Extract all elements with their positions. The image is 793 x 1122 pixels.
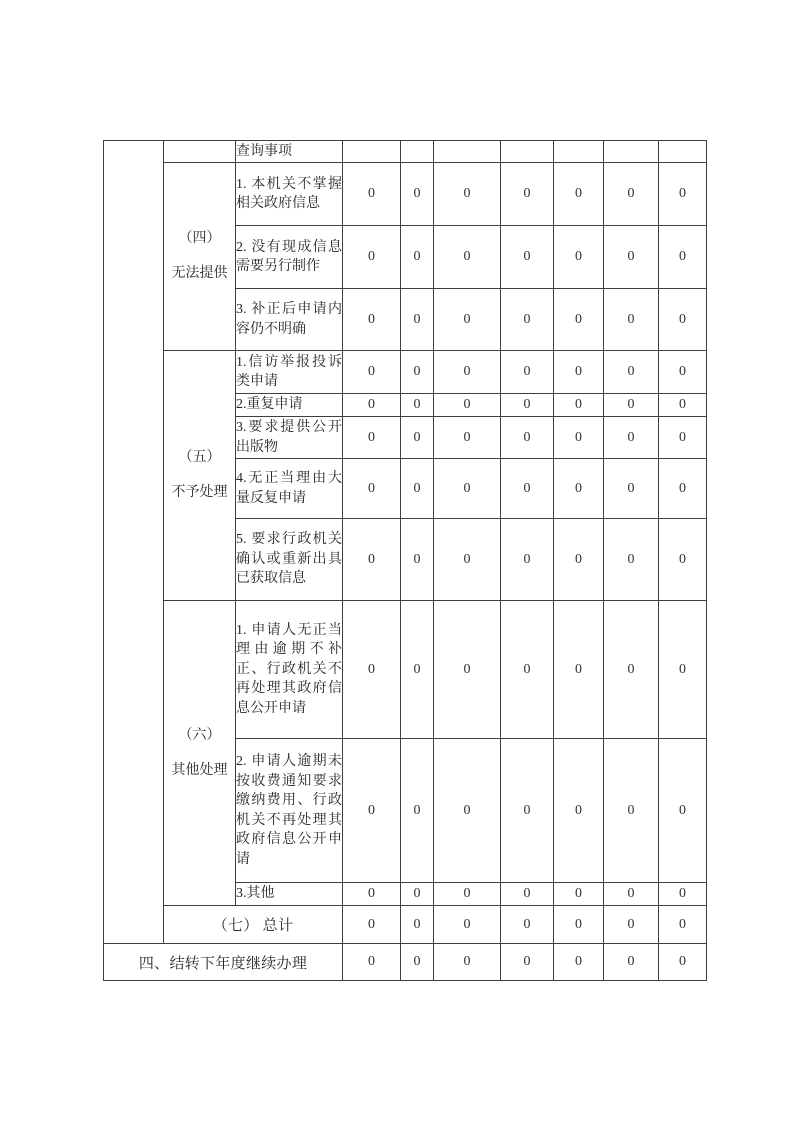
value-cell: 0 [343, 417, 401, 459]
value-cell: 0 [554, 906, 604, 944]
value-cell: 0 [554, 519, 604, 601]
value-cell: 0 [604, 519, 659, 601]
subitem-cell: 5. 要求行政机关确认或重新出具已获取信息 [236, 519, 343, 601]
value-cell: 0 [501, 459, 554, 519]
value-cell: 0 [501, 289, 554, 351]
section-number: （六） [178, 727, 221, 743]
value-cell: 0 [343, 519, 401, 601]
value-cell: 0 [401, 519, 434, 601]
value-cell: 0 [554, 351, 604, 394]
value-cell: 0 [659, 351, 707, 394]
value-cell: 0 [343, 739, 401, 883]
section-number: （五） [178, 450, 221, 465]
value-cell: 0 [434, 459, 501, 519]
value-cell: 0 [554, 417, 604, 459]
value-cell: 0 [501, 601, 554, 739]
category-cell-continued [164, 141, 236, 163]
value-cell: 0 [501, 739, 554, 883]
value-cell: 0 [604, 944, 659, 981]
value-cell: 0 [434, 739, 501, 883]
table-row [104, 601, 707, 739]
value-cell: 0 [604, 459, 659, 519]
value-cell: 0 [604, 601, 659, 739]
subitem-cell: 查询事项 [236, 141, 343, 163]
value-cell: 0 [401, 944, 434, 981]
value-cell: 0 [434, 601, 501, 739]
section-name: 不予处理 [171, 485, 228, 500]
value-cell: 0 [343, 226, 401, 289]
value-cell: 0 [401, 906, 434, 944]
value-cell: 0 [501, 226, 554, 289]
value-cell: 0 [659, 417, 707, 459]
subitem-cell: 1. 申请人无正当理由逾期不补正、行政机关不再处理其政府信息公开申请 [236, 601, 343, 739]
value-cell: 0 [401, 226, 434, 289]
table-row [104, 163, 707, 226]
value-cell: 0 [659, 226, 707, 289]
subitem-cell: 1.信访举报投诉类申请 [236, 351, 343, 394]
value-cell: 0 [401, 417, 434, 459]
value-cell: 0 [401, 163, 434, 226]
value-cell: 0 [659, 739, 707, 883]
value-cell [554, 141, 604, 163]
value-cell: 0 [434, 163, 501, 226]
value-cell: 0 [659, 289, 707, 351]
section-name: 其他处理 [171, 762, 228, 778]
value-cell: 0 [604, 163, 659, 226]
value-cell: 0 [604, 351, 659, 394]
value-cell: 0 [434, 944, 501, 981]
value-cell: 0 [554, 394, 604, 417]
value-cell: 0 [434, 519, 501, 601]
subitem-cell: 2. 申请人逾期未按收费通知要求缴纳费用、行政机关不再处理其政府信息公开申请 [236, 739, 343, 883]
value-cell: 0 [604, 394, 659, 417]
value-cell: 0 [343, 163, 401, 226]
value-cell: 0 [659, 519, 707, 601]
value-cell: 0 [554, 739, 604, 883]
section-label-4 [164, 163, 236, 351]
section-label-6 [164, 601, 236, 906]
value-cell: 0 [401, 601, 434, 739]
subitem-cell: 4.无正当理由大量反复申请 [236, 459, 343, 519]
value-cell: 0 [434, 394, 501, 417]
value-cell: 0 [434, 351, 501, 394]
value-cell [434, 141, 501, 163]
value-cell: 0 [604, 289, 659, 351]
value-cell: 0 [343, 394, 401, 417]
subitem-cell: 1. 本机关不掌握相关政府信息 [236, 163, 343, 226]
total-label-cell: （七） 总计 [164, 906, 343, 944]
value-cell: 0 [604, 906, 659, 944]
value-cell: 0 [401, 739, 434, 883]
value-cell: 0 [343, 351, 401, 394]
outer-spanning-cell [104, 141, 164, 944]
value-cell: 0 [434, 226, 501, 289]
value-cell: 0 [659, 944, 707, 981]
value-cell: 0 [604, 226, 659, 289]
subitem-cell: 2. 没有现成信息需要另行制作 [236, 226, 343, 289]
value-cell: 0 [401, 289, 434, 351]
value-cell: 0 [554, 289, 604, 351]
value-cell: 0 [434, 289, 501, 351]
value-cell: 0 [501, 944, 554, 981]
value-cell: 0 [343, 883, 401, 906]
value-cell: 0 [554, 459, 604, 519]
value-cell: 0 [343, 289, 401, 351]
value-cell [501, 141, 554, 163]
value-cell: 0 [501, 519, 554, 601]
carryover-label-cell: 四、结转下年度继续办理 [104, 944, 343, 981]
value-cell: 0 [659, 906, 707, 944]
section-number: （四） [178, 231, 221, 246]
value-cell: 0 [501, 351, 554, 394]
value-cell: 0 [554, 883, 604, 906]
value-cell [343, 141, 401, 163]
table-row [104, 351, 707, 394]
subitem-cell: 3.要求提供公开出版物 [236, 417, 343, 459]
value-cell: 0 [343, 601, 401, 739]
table-row [104, 944, 707, 981]
value-cell: 0 [554, 226, 604, 289]
value-cell: 0 [604, 417, 659, 459]
value-cell: 0 [659, 459, 707, 519]
section-label-5 [164, 351, 236, 601]
value-cell: 0 [434, 417, 501, 459]
value-cell: 0 [604, 739, 659, 883]
value-cell: 0 [401, 394, 434, 417]
report-table [103, 140, 707, 981]
value-cell: 0 [659, 883, 707, 906]
table-row [104, 906, 707, 944]
value-cell: 0 [501, 394, 554, 417]
value-cell [401, 141, 434, 163]
value-cell: 0 [554, 944, 604, 981]
subitem-cell: 3.其他 [236, 883, 343, 906]
value-cell: 0 [501, 883, 554, 906]
subitem-cell: 2.重复申请 [236, 394, 343, 417]
value-cell: 0 [554, 163, 604, 226]
value-cell: 0 [659, 394, 707, 417]
value-cell: 0 [659, 601, 707, 739]
value-cell: 0 [501, 163, 554, 226]
value-cell: 0 [434, 883, 501, 906]
value-cell: 0 [554, 601, 604, 739]
value-cell: 0 [659, 163, 707, 226]
section-name: 无法提供 [171, 266, 228, 281]
value-cell: 0 [401, 883, 434, 906]
value-cell [604, 141, 659, 163]
value-cell: 0 [343, 944, 401, 981]
value-cell: 0 [501, 906, 554, 944]
value-cell: 0 [401, 351, 434, 394]
table-row [104, 141, 707, 163]
value-cell [659, 141, 707, 163]
value-cell: 0 [434, 906, 501, 944]
value-cell: 0 [343, 459, 401, 519]
value-cell: 0 [501, 417, 554, 459]
value-cell: 0 [343, 906, 401, 944]
subitem-cell: 3. 补正后申请内容仍不明确 [236, 289, 343, 351]
value-cell: 0 [401, 459, 434, 519]
value-cell: 0 [604, 883, 659, 906]
